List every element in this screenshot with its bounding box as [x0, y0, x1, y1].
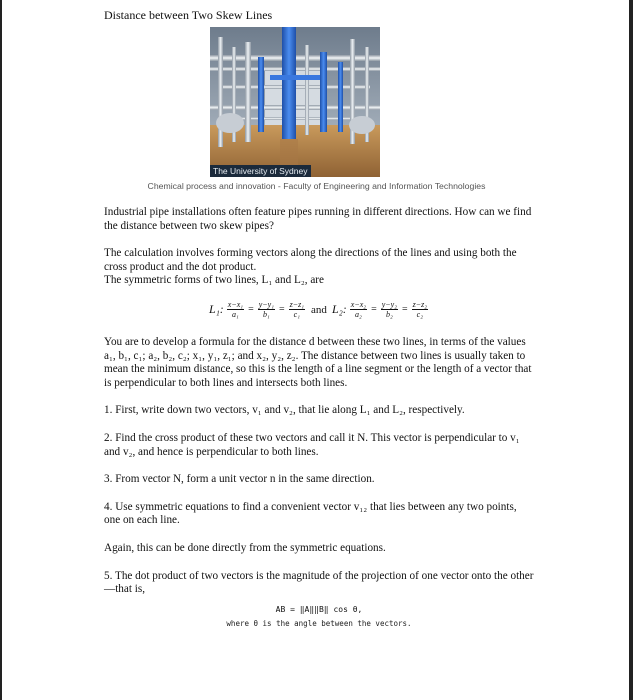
formula-note: where θ is the angle between the vectors.	[226, 618, 412, 628]
equals-sign: =	[401, 304, 408, 316]
photo-credit: The University of Sydney	[210, 165, 311, 177]
step-2: 2. Find the cross product of these two vectors and call it N. This vector is perpendicular to v₁ and v₂, and hence is perpendicular to both lines.	[104, 431, 520, 458]
calculation-paragraph: The calculation involves forming vectors along the directions of the lines and using both the cross product and the dot product.	[104, 247, 517, 273]
intro-paragraph: Industrial pipe installations often feature pipes running in different directions. How can we find the distance between two skew pipes?	[104, 206, 532, 232]
line-2-label: L₂:	[331, 302, 347, 317]
left-frame-border	[0, 0, 2, 700]
l1-y-fraction: $\frac{\text{y−y₁}}{\text{b₁}}$	[258, 300, 274, 320]
figure-caption: Chemical process and innovation - Faculty of Engineering and Information Technologies	[147, 181, 486, 191]
dot-product-formula: AB = ‖A‖‖B‖ cos θ,	[275, 604, 363, 614]
step-4: 4. Use symmetric equations to find a convenient vector v₁₂ that lies between any two points, one on each line.	[104, 500, 517, 527]
l2-x-fraction: $\frac{\text{x−x₂}}{\text{a₂}}$	[350, 300, 367, 320]
document-page	[104, 8, 534, 629]
equals-sign: =	[279, 304, 285, 316]
step-5: 5. The dot product of two vectors is the magnitude of the projection of one vector onto the other—that is,	[104, 569, 534, 596]
l1-z-fraction: $\frac{\text{z−z₁}}{\text{c₁}}$	[289, 300, 305, 320]
symmetric-equations	[104, 298, 534, 322]
equals-sign: =	[248, 304, 254, 316]
step-1: 1. First, write down two vectors, v₁ and v₂, that lie along L₁ and L₂, respectively.	[104, 404, 465, 417]
pipe-installation-photo	[210, 27, 380, 177]
equals-sign: =	[371, 304, 377, 316]
line-1-label: L₁:	[208, 302, 224, 317]
symmetric-forms-intro: The symmetric forms of two lines, L₁ and L₂, are	[104, 274, 324, 287]
task-paragraph: You are to develop a formula for the distance d between these two lines, in terms of the values a₁, b₁, c₁; a₂, b₂, c₂; x₁, y₁, z₁; and x₂, y₂, z₂. The distance between two lines is usually taken to mean the minimum distance, so this is the length of a line segment or the length of a vector that is perpendicular to both lines and intersects both lines.	[104, 335, 532, 389]
pipe-photo-illustration	[210, 27, 380, 177]
step-4-note: Again, this can be done directly from the symmetric equations.	[104, 541, 386, 554]
l2-z-fraction: $\frac{\text{z−z₂}}{\text{c₂}}$	[412, 300, 428, 320]
l1-x-fraction: $\frac{\text{x−x₁}}{\text{a₁}}$	[227, 300, 244, 320]
right-frame-border	[629, 0, 633, 700]
and-connector: and	[311, 303, 327, 316]
l2-y-fraction: $\frac{\text{y−y₂}}{\text{b₂}}$	[381, 300, 397, 320]
step-3: 3. From vector N, form a unit vector n in the same direction.	[104, 473, 375, 486]
document-title: Distance between Two Skew Lines	[104, 8, 273, 22]
